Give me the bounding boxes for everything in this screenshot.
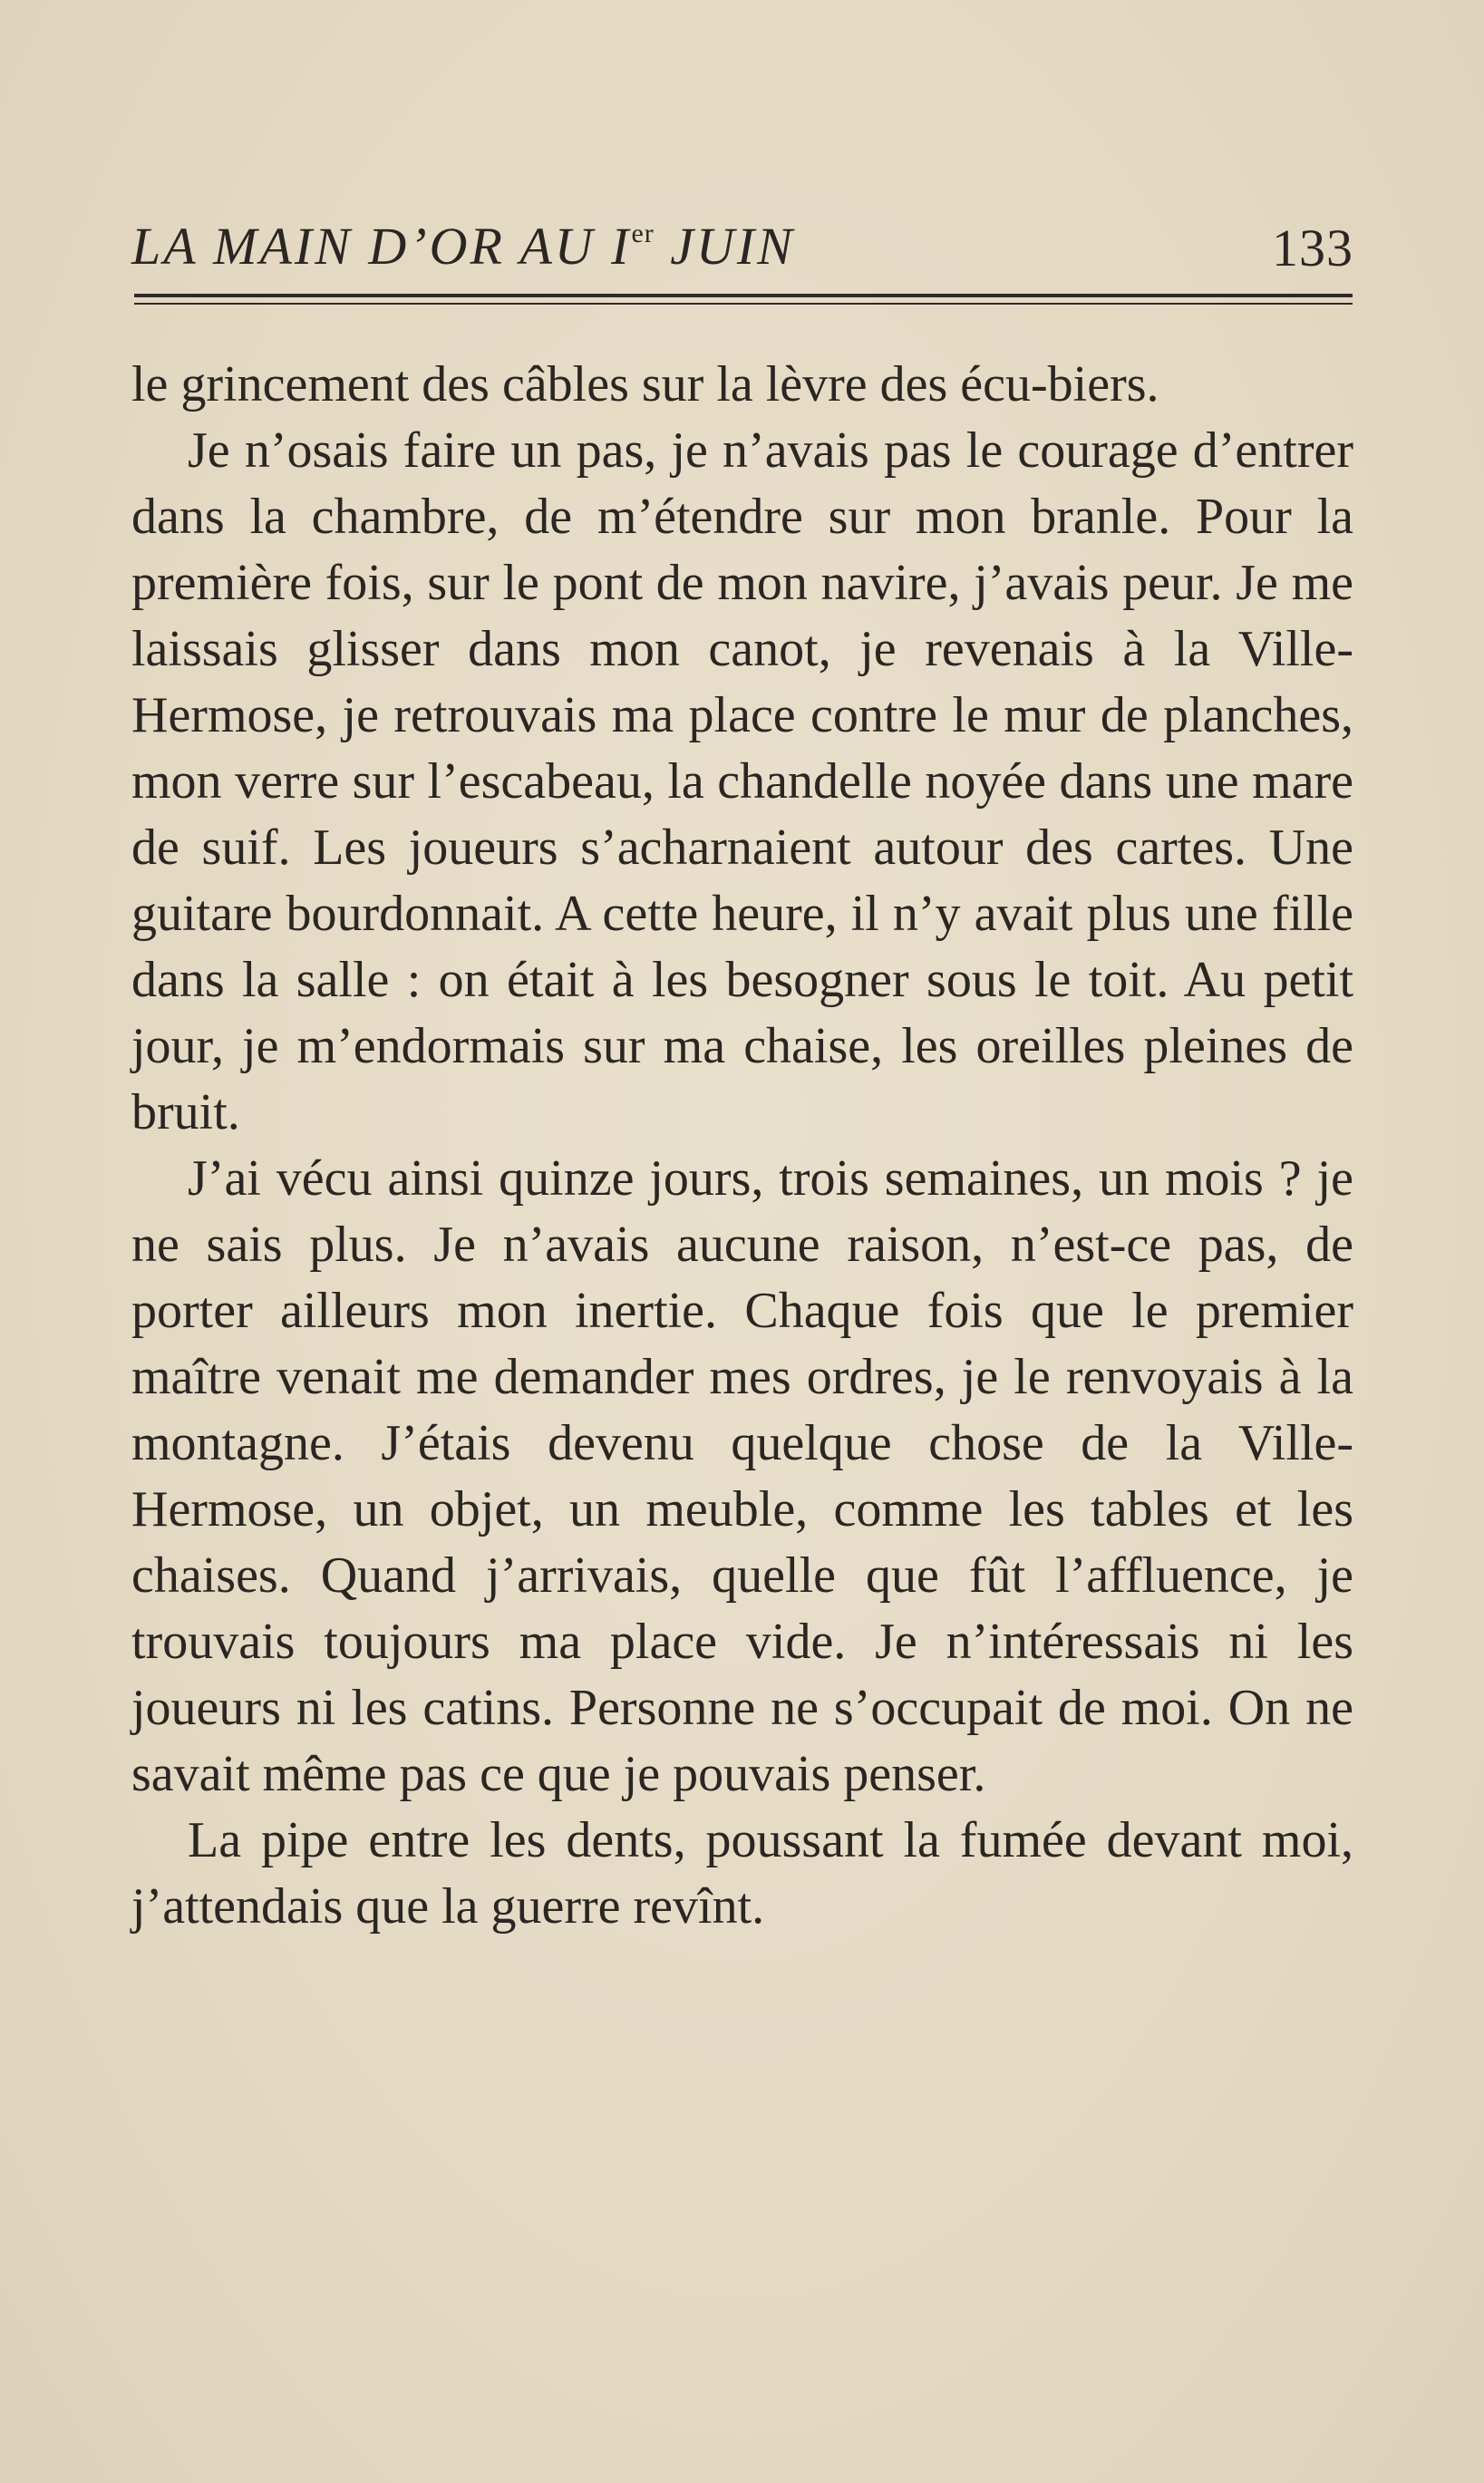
header-rule-thick	[134, 294, 1353, 297]
paragraph-continued: le grincement des câbles sur la lèvre des écu-biers.	[131, 356, 1159, 412]
header-rule-thin	[134, 303, 1353, 305]
running-title-superscript: er	[631, 218, 655, 248]
paragraph: Je n’osais faire un pas, je n’avais pas le courage d’entrer dans la chambre, de m’étendre sur mon branle. Pour la première fois, sur le pont de mon navire, j’avais peur. Je me laissais glisser dans mon canot, je revenais à la Ville-Hermose, je retrouvais ma place contre le mur de planches, mon verre sur l’escabeau, la chandelle noyée dans une mare de suif. Les joueurs s’acharnaient autour des cartes. Une guitare bourdonnait. A cette heure, il n’y avait plus une fille dans la salle : on était à les besogner sous le toit. Au petit jour, je m’endormais sur ma chaise, les oreilles pleines de bruit.	[131, 422, 1353, 1140]
paragraph: J’ai vécu ainsi quinze jours, trois semaines, un mois ? je ne sais plus. Je n’avais aucune raison, n’est-ce pas, de porter ailleurs mon inertie. Chaque fois que le premier maître venait me demander mes ordres, je le renvoyais à la montagne. J’étais devenu quelque chose de la Ville-Hermose, un objet, un meuble, comme les tables et les chaises. Quand j’arrivais, quelle que fût l’affluence, je trouvais toujours ma place vide. Je n’intéressais ni les joueurs ni les catins. Personne ne s’occupait de moi. On ne savait même pas ce que je pouvais penser.	[131, 1150, 1353, 1802]
page-header	[131, 216, 1353, 288]
running-title-end: JUIN	[654, 217, 795, 276]
running-title	[131, 216, 795, 276]
page-number: 133	[1272, 218, 1353, 277]
running-title-main: LA MAIN D’OR AU I	[131, 217, 632, 276]
paragraph: La pipe entre les dents, poussant la fumée devant moi, j’attendais que la guerre revînt.	[131, 1812, 1353, 1935]
body-text	[131, 352, 1353, 1940]
